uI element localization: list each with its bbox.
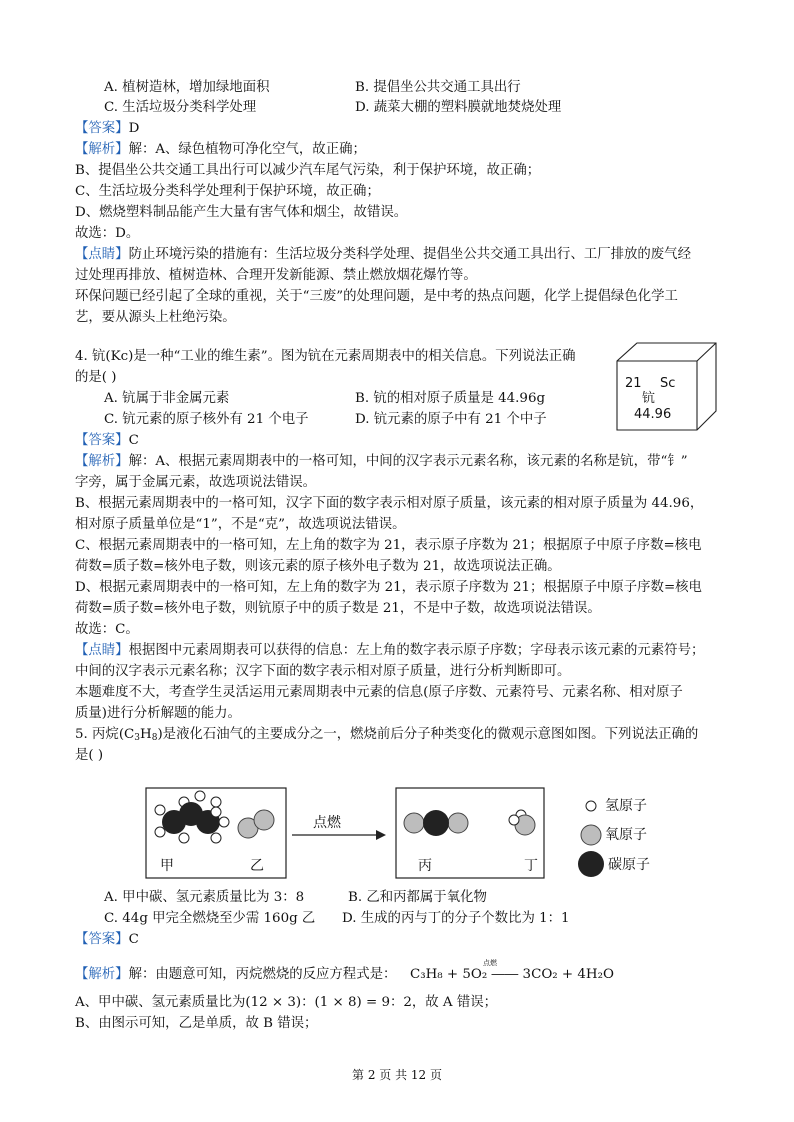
q3-comment-line-1 bbox=[75, 245, 691, 265]
q4-answer: C bbox=[128, 433, 139, 448]
q4-analysis-line-3: B、根据元素周期表中的一格可知，汉字下面的数字表示相对原子质量，该元素的相对原子质量为 44.96， bbox=[75, 496, 704, 511]
q4-option-c: C. 钪元素的原子核外有 21 个电子 bbox=[104, 412, 309, 427]
reaction-diagram bbox=[140, 780, 660, 890]
q3-analysis-line-4: D、燃烧塑料制品能产生大量有害气体和烟尘，故错误。 bbox=[75, 205, 408, 220]
equation-condition: 点燃 bbox=[483, 959, 497, 967]
q3-analysis-line-1 bbox=[75, 140, 366, 160]
q5-stem-line-2: 是( ) bbox=[75, 748, 104, 763]
q4-analysis-line-1 bbox=[75, 452, 688, 472]
q5-analysis-line-3: B、由图示可知，乙是单质，故 B 错误； bbox=[75, 1016, 318, 1031]
q5-option-d: D. 生成的丙与丁的分子个数比为 1：1 bbox=[342, 911, 570, 926]
q3-comment-line-2: 过处理再排放、植树造林、合理开发新能源、禁止燃放烟花爆竹等。 bbox=[75, 268, 477, 283]
q3-option-b: B. 提倡坐公共交通工具出行 bbox=[355, 80, 521, 95]
answer-tag: 【答案】 bbox=[75, 932, 129, 947]
label-jia: 甲 bbox=[160, 858, 174, 874]
q5-stem-post: )是液化石油气的主要成分之一，燃烧前后分子种类变化的微观示意图如图。下列说法正确的 bbox=[157, 727, 699, 742]
q5-stem-line-1 bbox=[75, 725, 698, 748]
comment-tag: 【点睛】 bbox=[75, 247, 129, 262]
answer-tag: 【答案】 bbox=[75, 433, 129, 448]
q3-option-d: D. 蔬菜大棚的塑料膜就地焚烧处理 bbox=[355, 100, 562, 115]
q4-analysis-line-5: C、根据元素周期表中的一格可知，左上角的数字为 21，表示原子序数为 21；根据原子中原子序数=核电 bbox=[75, 538, 702, 553]
q3-analysis-line-5: 故选：D。 bbox=[75, 226, 140, 241]
q3-option-c: C. 生活垃圾分类科学处理 bbox=[104, 100, 257, 115]
q4-answer-line bbox=[75, 431, 139, 451]
q4-analysis-text-1: 解：A、根据元素周期表中的一格可知，中间的汉字表示元素名称，该元素的名称是钪，带“钅” bbox=[128, 454, 688, 469]
q4-analysis-line-4: 相对原子质量单位是“1”，不是“克”，故选项说法错误。 bbox=[75, 517, 406, 532]
q5-option-b: B. 乙和丙都属于氧化物 bbox=[348, 890, 487, 905]
q3-option-a: A. 植树造林，增加绿地面积 bbox=[104, 80, 270, 95]
answer-tag: 【答案】 bbox=[75, 121, 129, 136]
q4-stem-line-2: 的是( ) bbox=[75, 370, 117, 385]
q3-analysis-line-2: B、提倡坐公共交通工具出行可以减少汽车尾气污染，利于保护环境，故正确； bbox=[75, 163, 541, 178]
q3-note-line-1: 环保问题已经引起了全球的重视，关于“三废”的处理问题，是中考的热点问题，化学上提倡绿色化学工 bbox=[75, 289, 678, 304]
q5-stem-mid: H bbox=[140, 727, 152, 742]
q4-option-a: A. 钪属于非金属元素 bbox=[104, 391, 230, 406]
q5-analysis-text-1: 解：由题意可知，丙烷燃烧的反应方程式是： bbox=[128, 967, 397, 982]
q4-analysis-line-2: 字旁，属于金属元素，故选项说法错误。 bbox=[75, 475, 317, 490]
comment-tag: 【点睛】 bbox=[75, 643, 129, 658]
q3-comment-text-1: 防止环境污染的措施有：生活垃圾分类科学处理、提倡坐公共交通工具出行、工厂排放的废气经 bbox=[128, 247, 691, 262]
reaction-equation: C₃H₈ + 5O₂ ―― 3CO₂ + 4H₂O bbox=[410, 967, 614, 982]
q3-analysis-text-1: 解：A、绿色植物可净化空气，故正确； bbox=[128, 142, 366, 157]
q4-note-line-1: 本题难度不大，考查学生灵活运用元素周期表中元素的信息(原子序数、元素符号、元素名称、相对原子 bbox=[75, 685, 683, 700]
q4-analysis-line-6: 荷数=质子数=核外电子数，则该元素的原子核外电子数为 21，故选项说法正确。 bbox=[75, 559, 561, 574]
label-yi: 乙 bbox=[250, 858, 264, 874]
q4-comment-line-1 bbox=[75, 641, 704, 661]
q4-comment-text-1: 根据图中元素周期表可以获得的信息：左上角的数字表示原子序数；字母表示该元素的元素符号； bbox=[128, 643, 705, 658]
element-symbol: Sc bbox=[660, 376, 676, 391]
q5-stem-pre: 5. 丙烷(C bbox=[75, 727, 135, 742]
q4-analysis-line-9: 故选：C。 bbox=[75, 622, 139, 637]
q4-analysis-line-7: D、根据元素周期表中的一格可知，左上角的数字为 21，表示原子序数为 21；根据原子中原子序数=核电 bbox=[75, 580, 702, 595]
q3-answer: D bbox=[128, 121, 140, 136]
q5-analysis-line-2: A、甲中碳、氢元素质量比为(12 × 3)：(1 × 8) = 9：2，故 A 错误； bbox=[75, 995, 498, 1010]
label-ding: 丁 bbox=[524, 858, 538, 874]
analysis-tag: 【解析】 bbox=[75, 454, 129, 469]
q4-note-line-2: 质量)进行分析解题的能力。 bbox=[75, 706, 241, 721]
element-number: 21 bbox=[625, 376, 642, 391]
q5-analysis-line-1 bbox=[75, 965, 396, 985]
q5-stem-sub-2: 8 bbox=[151, 733, 158, 743]
q4-comment-line-2: 中间的汉字表示元素名称；汉字下面的数字表示相对原子质量，进行分析判断即可。 bbox=[75, 664, 571, 679]
q3-note-line-2: 艺，要从源头上杜绝污染。 bbox=[75, 310, 236, 325]
q5-answer: C bbox=[128, 932, 139, 947]
legend-oxygen: 氧原子 bbox=[605, 827, 647, 843]
page-footer: 第 2 页 共 12 页 bbox=[352, 1068, 442, 1082]
q5-option-c: C. 44g 甲完全燃烧至少需 160g 乙 bbox=[104, 911, 316, 926]
q4-analysis-line-8: 荷数=质子数=核外电子数，则钪原子中的质子数是 21，不是中子数，故选项说法错误。 bbox=[75, 601, 601, 616]
analysis-tag: 【解析】 bbox=[75, 967, 129, 982]
q5-option-a: A. 甲中碳、氢元素质量比为 3：8 bbox=[104, 890, 305, 905]
legend-hydrogen: 氢原子 bbox=[605, 798, 647, 814]
label-bing: 丙 bbox=[418, 858, 432, 874]
q5-answer-line bbox=[75, 930, 139, 950]
q3-answer-line bbox=[75, 119, 139, 139]
arrow-label: 点燃 bbox=[313, 815, 341, 831]
q3-analysis-line-3: C、生活垃圾分类科学处理利于保护环境，故正确； bbox=[75, 184, 380, 199]
q4-option-d: D. 钪元素的原子中有 21 个中子 bbox=[355, 412, 547, 427]
element-mass: 44.96 bbox=[634, 407, 672, 422]
q5-stem-sub-1: 3 bbox=[134, 733, 141, 743]
element-name: 钪 bbox=[642, 391, 656, 406]
analysis-tag: 【解析】 bbox=[75, 142, 129, 157]
q4-stem-line-1: 4. 钪(Kc)是一种“工业的维生素”。图为钪在元素周期表中的相关信息。下列说法正确 bbox=[75, 349, 576, 364]
legend-carbon: 碳原子 bbox=[608, 857, 650, 873]
q4-option-b: B. 钪的相对原子质量是 44.96g bbox=[355, 391, 546, 406]
